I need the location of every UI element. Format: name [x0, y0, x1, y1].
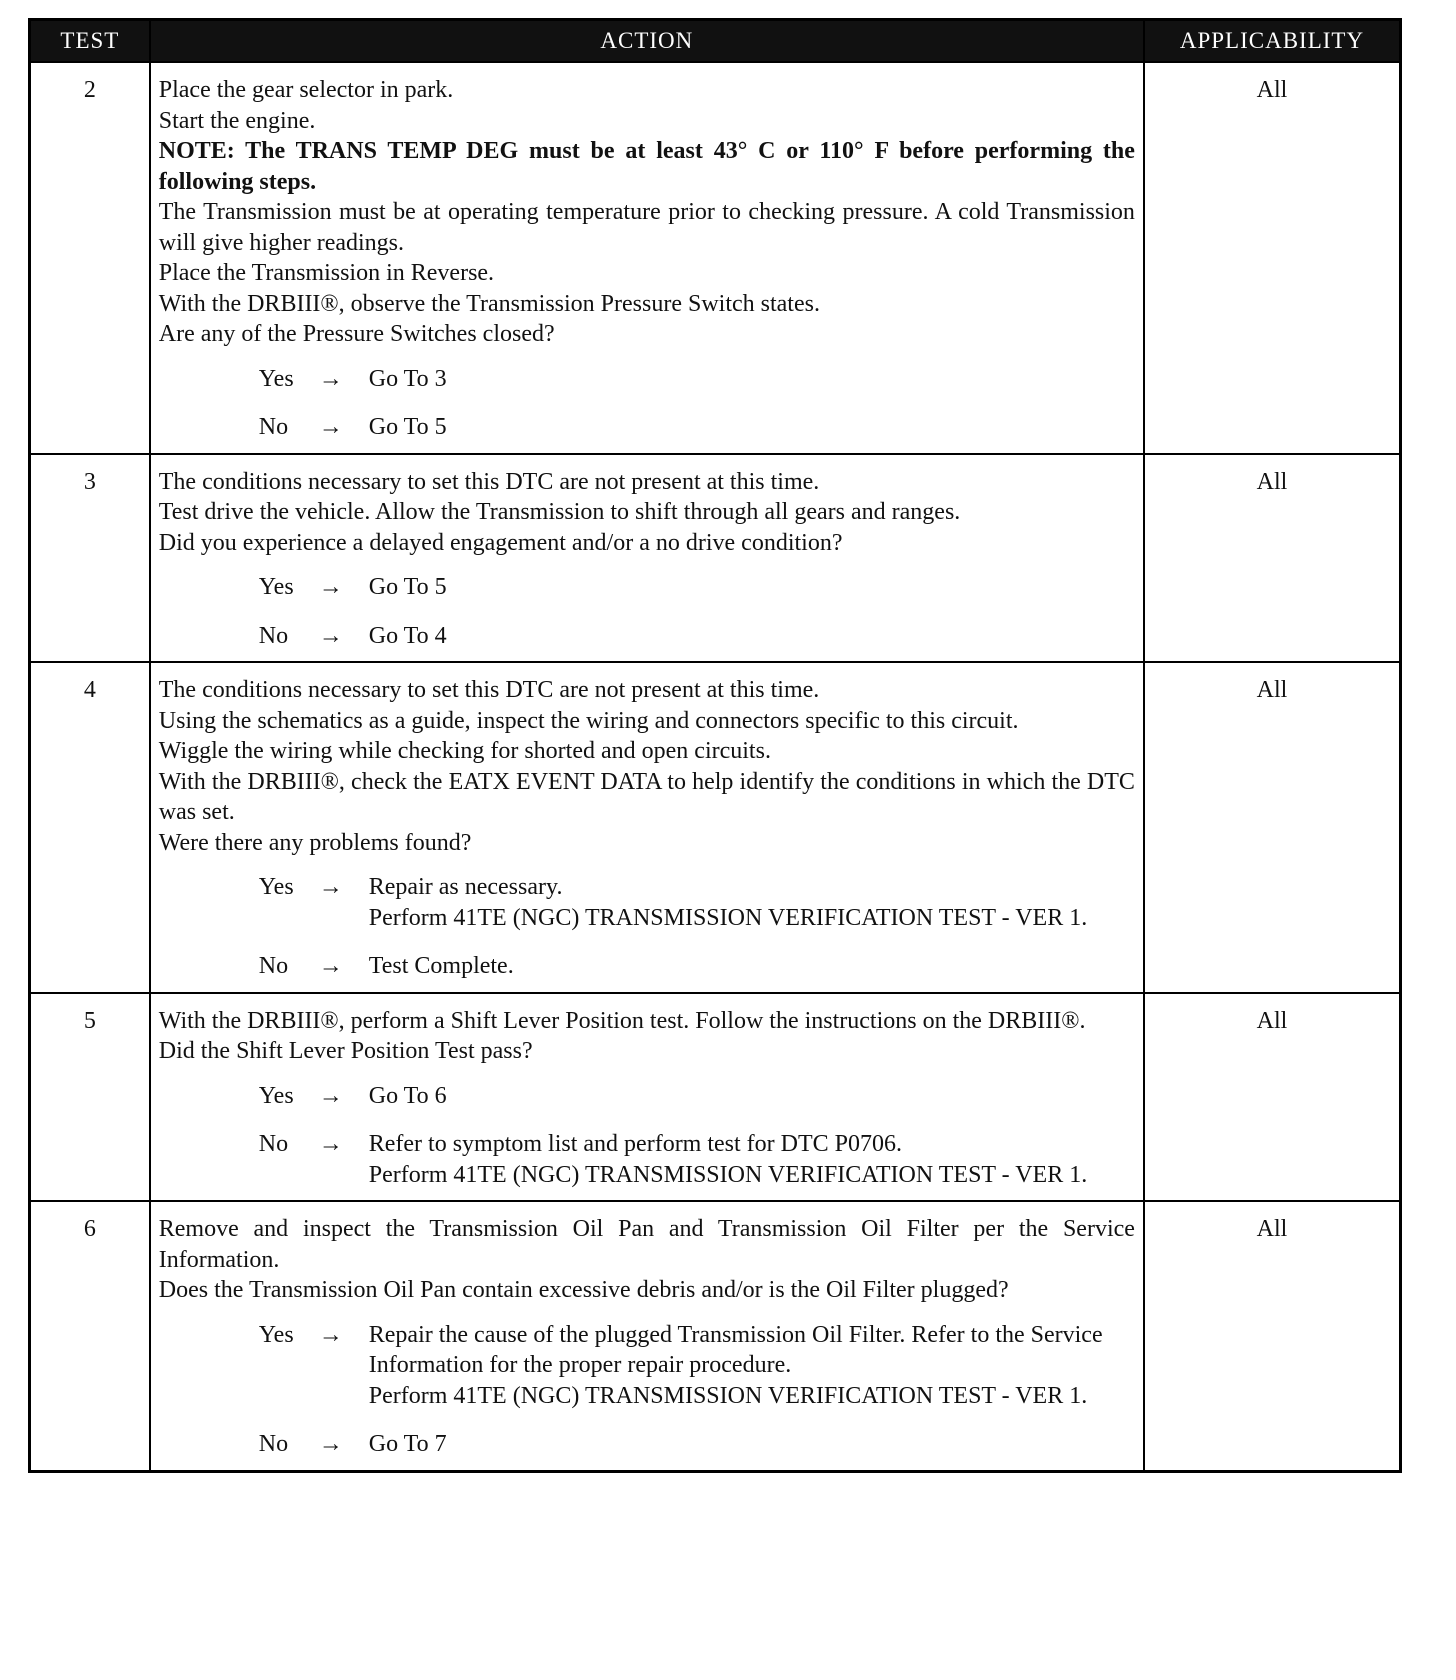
outcome-list: [159, 1081, 1135, 1191]
result-line: Go To 7: [368, 1431, 447, 1457]
result-line: Test Complete.: [368, 953, 514, 979]
diagnostic-test-table: [28, 18, 1402, 1473]
header-action: ACTION: [150, 20, 1144, 63]
applicability-value: All: [1144, 993, 1401, 1202]
outcome-item: [259, 364, 1135, 395]
test-number: 2: [30, 62, 150, 454]
outcome-item: [259, 572, 1135, 603]
result-line: Repair the cause of the plugged Transmission Oil Filter. Refer to the Service Information for the proper repair procedure.: [368, 1321, 1103, 1378]
table-row: [30, 454, 1401, 663]
outcome-answer: No: [258, 622, 289, 649]
outcome-result: [369, 572, 1135, 603]
test-number: 5: [30, 993, 150, 1202]
instruction-line: Did the Shift Lever Position Test pass?: [158, 1038, 533, 1064]
test-number: 4: [30, 662, 150, 993]
outcome-item: [259, 621, 1135, 652]
arrow-right-icon: →: [318, 365, 343, 392]
outcome-answer: No: [258, 1131, 289, 1157]
arrow-right-icon: →: [318, 622, 343, 649]
arrow-right-icon: →: [318, 1131, 343, 1157]
instruction-line: Place the gear selector in park.: [158, 77, 454, 103]
action-cell: [150, 662, 1144, 993]
result-line: Refer to symptom list and perform test for DTC P0706.: [368, 1131, 903, 1157]
result-line: Perform 41TE (NGC) TRANSMISSION VERIFICATION TEST - VER 1.: [368, 904, 1088, 931]
applicability-value: All: [1144, 1201, 1401, 1471]
table-body: [30, 62, 1401, 1471]
test-number: 3: [30, 454, 150, 663]
action-cell: [150, 454, 1144, 663]
result-line: Go To 3: [368, 365, 447, 392]
arrow-right-icon: →: [318, 1431, 343, 1457]
instruction-line: With the DRBIII®, observe the Transmission Pressure Switch states.: [158, 290, 820, 317]
outcome-answer: No: [258, 414, 289, 440]
instruction-line: Using the schematics as a guide, inspect the wiring and connectors specific to this circuit.: [158, 707, 1019, 734]
instruction-line: The conditions necessary to set this DTC are not present at this time.: [158, 677, 820, 703]
table-row: [30, 1201, 1401, 1471]
instruction-line: Place the Transmission in Reverse.: [158, 260, 495, 286]
header-row: [30, 20, 1401, 63]
test-number: 6: [30, 1201, 150, 1471]
outcome-result: [369, 412, 1135, 443]
result-line: Perform 41TE (NGC) TRANSMISSION VERIFICATION TEST - VER 1.: [368, 1382, 1088, 1409]
outcome-list: [159, 572, 1135, 651]
instruction-line: Start the engine.: [158, 107, 316, 134]
outcome-answer: Yes: [258, 574, 294, 600]
result-line: Perform 41TE (NGC) TRANSMISSION VERIFICATION TEST - VER 1.: [368, 1161, 1088, 1188]
action-cell: [150, 62, 1144, 454]
outcome-item: [259, 951, 1135, 982]
outcome-result: [369, 621, 1135, 652]
outcome-item: [259, 872, 1135, 933]
result-line: Repair as necessary.: [368, 874, 563, 900]
outcome-answer: Yes: [258, 874, 294, 900]
outcome-answer: Yes: [258, 1082, 294, 1109]
table-header: [30, 20, 1401, 63]
instruction-line: The conditions necessary to set this DTC are not present at this time.: [158, 468, 820, 495]
outcome-item: [259, 1081, 1135, 1112]
outcome-answer: No: [258, 1431, 289, 1457]
result-line: Go To 4: [368, 622, 447, 649]
arrow-right-icon: →: [318, 414, 343, 440]
applicability-value: All: [1144, 662, 1401, 993]
table-row: [30, 662, 1401, 993]
instruction-line: The Transmission must be at operating temperature prior to checking pressure. A cold Transmission will give higher readings.: [158, 199, 1135, 256]
table-row: [30, 62, 1401, 454]
outcome-result: [369, 1081, 1135, 1112]
arrow-right-icon: →: [318, 874, 343, 900]
instruction-line: Does the Transmission Oil Pan contain excessive debris and/or is the Oil Filter plugged?: [158, 1277, 1009, 1303]
outcome-list: [159, 364, 1135, 443]
instruction-line: With the DRBIII®, perform a Shift Lever Position test. Follow the instructions on the DRBIII®.: [158, 1007, 1086, 1034]
outcome-item: [259, 1429, 1135, 1460]
result-line: Go To 5: [368, 574, 447, 600]
result-line: Go To 5: [368, 414, 447, 440]
action-cell: [150, 993, 1144, 1202]
instruction-line: Were there any problems found?: [158, 829, 472, 856]
header-applicability: APPLICABILITY: [1144, 20, 1401, 63]
note-text: NOTE: The TRANS TEMP DEG must be at least 43° C or 110° F before performing the following steps.: [158, 138, 1135, 195]
arrow-right-icon: →: [318, 1082, 343, 1109]
outcome-list: [159, 872, 1135, 982]
outcome-item: [259, 1129, 1135, 1190]
outcome-item: [259, 412, 1135, 443]
arrow-right-icon: →: [318, 953, 343, 979]
outcome-list: [159, 1320, 1135, 1460]
applicability-value: All: [1144, 62, 1401, 454]
instruction-line: Are any of the Pressure Switches closed?: [158, 321, 555, 347]
instruction-line: Test drive the vehicle. Allow the Transmission to shift through all gears and ranges.: [158, 499, 961, 525]
instruction-line: Did you experience a delayed engagement and/or a no drive condition?: [158, 529, 843, 556]
action-cell: [150, 1201, 1144, 1471]
outcome-answer: Yes: [258, 365, 294, 392]
instruction-line: Wiggle the wiring while checking for shorted and open circuits.: [158, 738, 771, 764]
outcome-result: [369, 872, 1135, 933]
result-line: Go To 6: [368, 1082, 447, 1109]
outcome-result: [369, 1129, 1135, 1190]
applicability-value: All: [1144, 454, 1401, 663]
outcome-item: [259, 1320, 1135, 1412]
outcome-result: [369, 1320, 1135, 1412]
outcome-answer: No: [258, 953, 289, 979]
outcome-result: [369, 951, 1135, 982]
header-test: TEST: [30, 20, 150, 63]
instruction-line: With the DRBIII®, check the EATX EVENT DATA to help identify the conditions in which the DTC was set.: [158, 768, 1135, 825]
arrow-right-icon: →: [318, 1321, 343, 1348]
instruction-line: Remove and inspect the Transmission Oil Pan and Transmission Oil Filter per the Service Information.: [158, 1216, 1135, 1273]
outcome-answer: Yes: [258, 1321, 294, 1348]
table-row: [30, 993, 1401, 1202]
arrow-right-icon: →: [318, 574, 343, 600]
outcome-result: [369, 364, 1135, 395]
outcome-result: [369, 1429, 1135, 1460]
